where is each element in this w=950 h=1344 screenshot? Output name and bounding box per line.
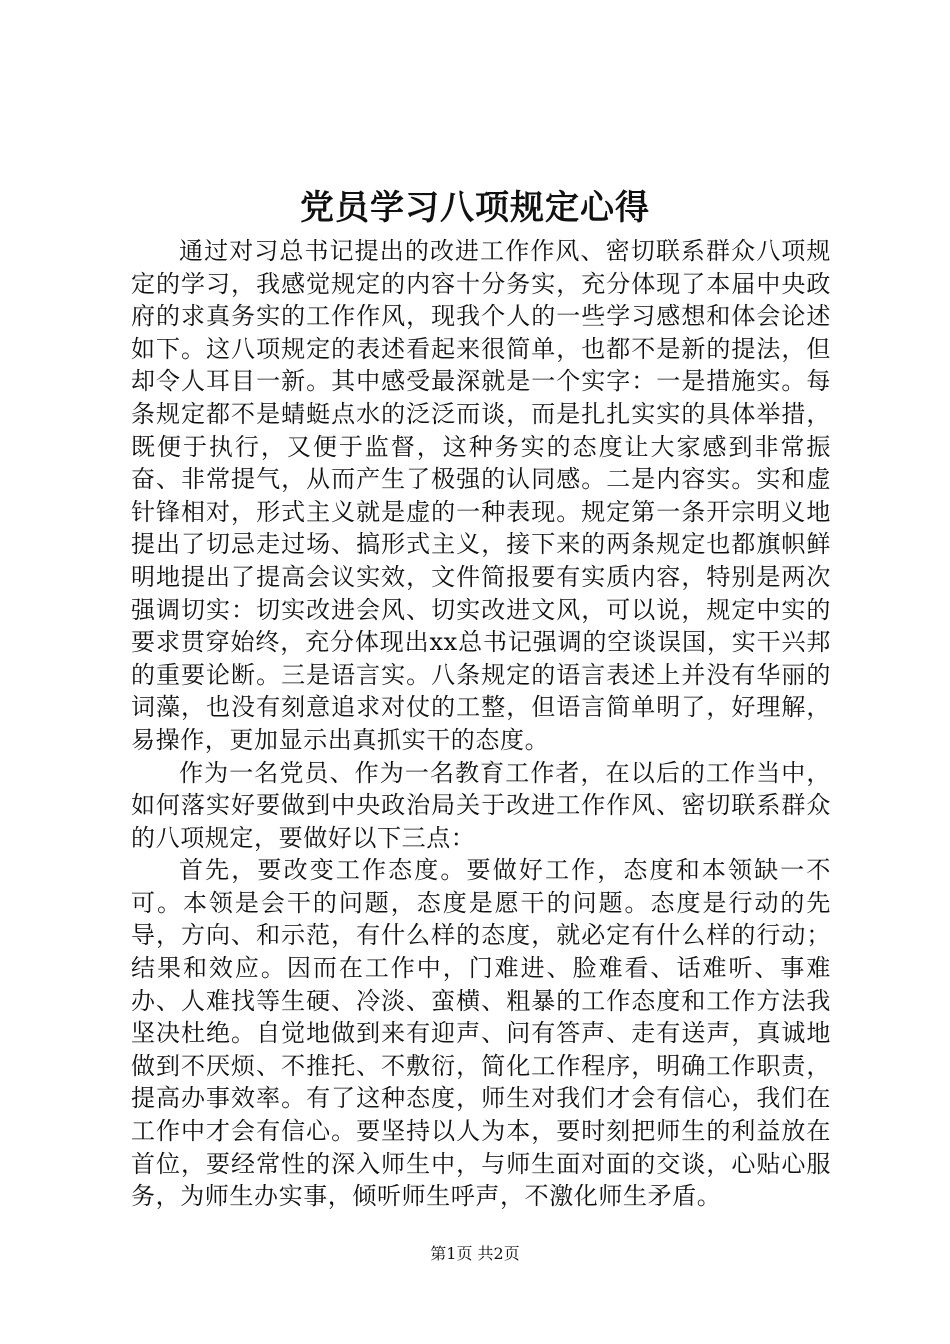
document-title: 党员学习八项规定心得 bbox=[300, 188, 650, 228]
document-body bbox=[131, 235, 831, 1213]
paragraph: 通过对习总书记提出的改进工作作风、密切联系群众八项规定的学习，我感觉规定的内容十分务实，充分体现了本届中央政府的求真务实的工作作风，现我个人的一些学习感想和体会论述如下。这八项规定的表述看起来很简单，也都不是新的提法，但却令人耳目一新。其中感受最深就是一个实字：一是措施实。每条规定都不是蜻蜓点水的泛泛而谈，而是扎扎实实的具体举措，既便于执行，又便于监督，这种务实的态度让大家感到非常振奋、非常提气，从而产生了极强的认同感。二是内容实。实和虚针锋相对，形式主义就是虚的一种表现。规定第一条开宗明义地提出了切忌走过场、搞形式主义，接下来的两条规定也都旗帜鲜明地提出了提高会议实效，文件简报要有实质内容，特别是两次强调切实：切实改进会风、切实改进文风，可以说，规定中实的要求贯穿始终，充分体现出xx总书记强调的空谈误国，实干兴邦的重要论断。三是语言实。八条规定的语言表述上并没有华丽的词藻，也没有刻意追求对仗的工整，但语言简单明了，好理解，易操作，更加显示出真抓实干的态度。 bbox=[131, 237, 831, 754]
paragraph: 作为一名党员、作为一名教育工作者，在以后的工作当中，如何落实好要做到中央政治局关于改进工作作风、密切联系群众的八项规定，要做好以下三点： bbox=[131, 758, 831, 852]
page-footer: 第1页 共2页 bbox=[430, 1244, 520, 1263]
paragraph: 首先，要改变工作态度。要做好工作，态度和本领缺一不可。本领是会干的问题，态度是愿干的问题。态度是行动的先导，方向、和示范，有什么样的态度，就必定有什么样的行动；结果和效应。因而在工作中，门难进、脸难看、话难听、事难办、人难找等生硬、冷淡、蛮横、粗暴的工作态度和工作方法我坚决杜绝。自觉地做到来有迎声、问有答声、走有送声，真诚地做到不厌烦、不推托、不敷衍，简化工作程序，明确工作职责，提高办事效率。有了这种态度，师生对我们才会有信心，我们在工作中才会有信心。要坚持以人为本，要时刻把师生的利益放在首位，要经常性的深入师生中，与师生面对面的交谈，心贴心服务，为师生办实事，倾听师生呼声，不激化师生矛盾。 bbox=[131, 856, 831, 1211]
